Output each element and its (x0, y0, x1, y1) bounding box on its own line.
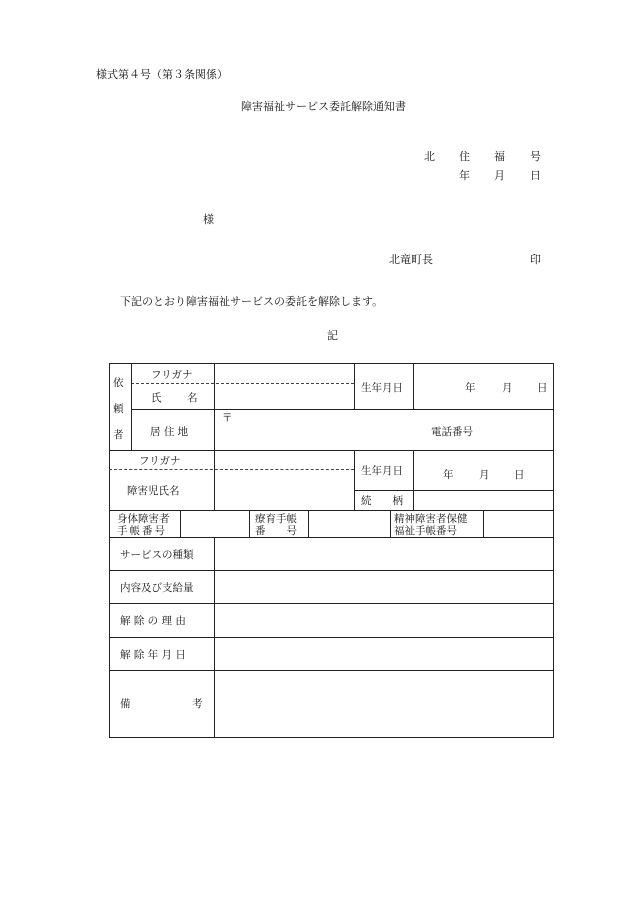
mental-handbook-line-1: 精神障害者保健 (394, 513, 468, 525)
ryoiku-handbook-line-2: 番 号 (255, 525, 297, 537)
requester-name-label-1: 氏 (151, 392, 162, 404)
ki-mark: 記 (327, 329, 338, 342)
requester-birth-label: 生年月日 (361, 382, 403, 394)
ref-char-3: 福 (494, 150, 505, 163)
ryoiku-handbook-line-1: 療育手帳 (255, 513, 297, 525)
relation-label: 続 柄 (361, 495, 403, 507)
content-amount-label: 内容及び支給量 (120, 582, 194, 594)
requester-name-label-2: 名 (187, 392, 198, 404)
requester-char-2: 頼 (113, 403, 124, 415)
requester-furigana-label: フリガナ (151, 369, 193, 381)
ref-char-2: 住 (459, 150, 470, 163)
mental-handbook-line-2: 福祉手帳番号 (394, 525, 457, 537)
ref-char-4: 号 (530, 150, 541, 163)
remarks-label-1: 備 (120, 698, 131, 710)
requester-birth-day: 日 (537, 382, 548, 394)
child-birth-label: 生年月日 (361, 465, 403, 477)
date-month: 月 (494, 169, 505, 182)
ref-char-1: 北 (424, 150, 435, 163)
requester-char-1: 依 (113, 377, 124, 389)
remarks-label-2: 考 (192, 698, 203, 710)
seal-mark: 印 (530, 253, 541, 266)
document-title: 障害福祉サービス委託解除通知書 (241, 100, 406, 113)
date-year: 年 (459, 169, 470, 182)
issuer-name: 北竜町長 (389, 253, 433, 266)
service-type-label: サービスの種類 (120, 549, 194, 561)
child-name-label: 障害児氏名 (127, 485, 180, 497)
physical-handbook-line-2: 手帳番号 (117, 525, 167, 537)
phone-label: 電話番号 (431, 426, 473, 438)
form-number: 様式第４号（第３条関係） (96, 68, 228, 81)
body-text: 下記のとおり障害福祉サービスの委託を解除します。 (120, 295, 384, 308)
child-birth-month: 月 (479, 469, 490, 481)
child-birth-day: 日 (514, 469, 525, 481)
date-day: 日 (530, 169, 541, 182)
physical-handbook-line-1: 身体障害者 (117, 513, 170, 525)
addressee-suffix: 様 (203, 213, 214, 226)
postal-mark: 〒 (222, 412, 233, 424)
child-birth-year: 年 (443, 469, 454, 481)
requester-birth-month: 月 (502, 382, 513, 394)
child-furigana-label: フリガナ (139, 455, 181, 467)
cancel-reason-label: 解 除 の 理 由 (120, 615, 186, 627)
address-label: 居 住 地 (150, 426, 189, 438)
requester-birth-year: 年 (465, 382, 476, 394)
requester-char-3: 者 (113, 429, 124, 441)
cancel-date-label: 解 除 年 月 日 (120, 649, 186, 661)
